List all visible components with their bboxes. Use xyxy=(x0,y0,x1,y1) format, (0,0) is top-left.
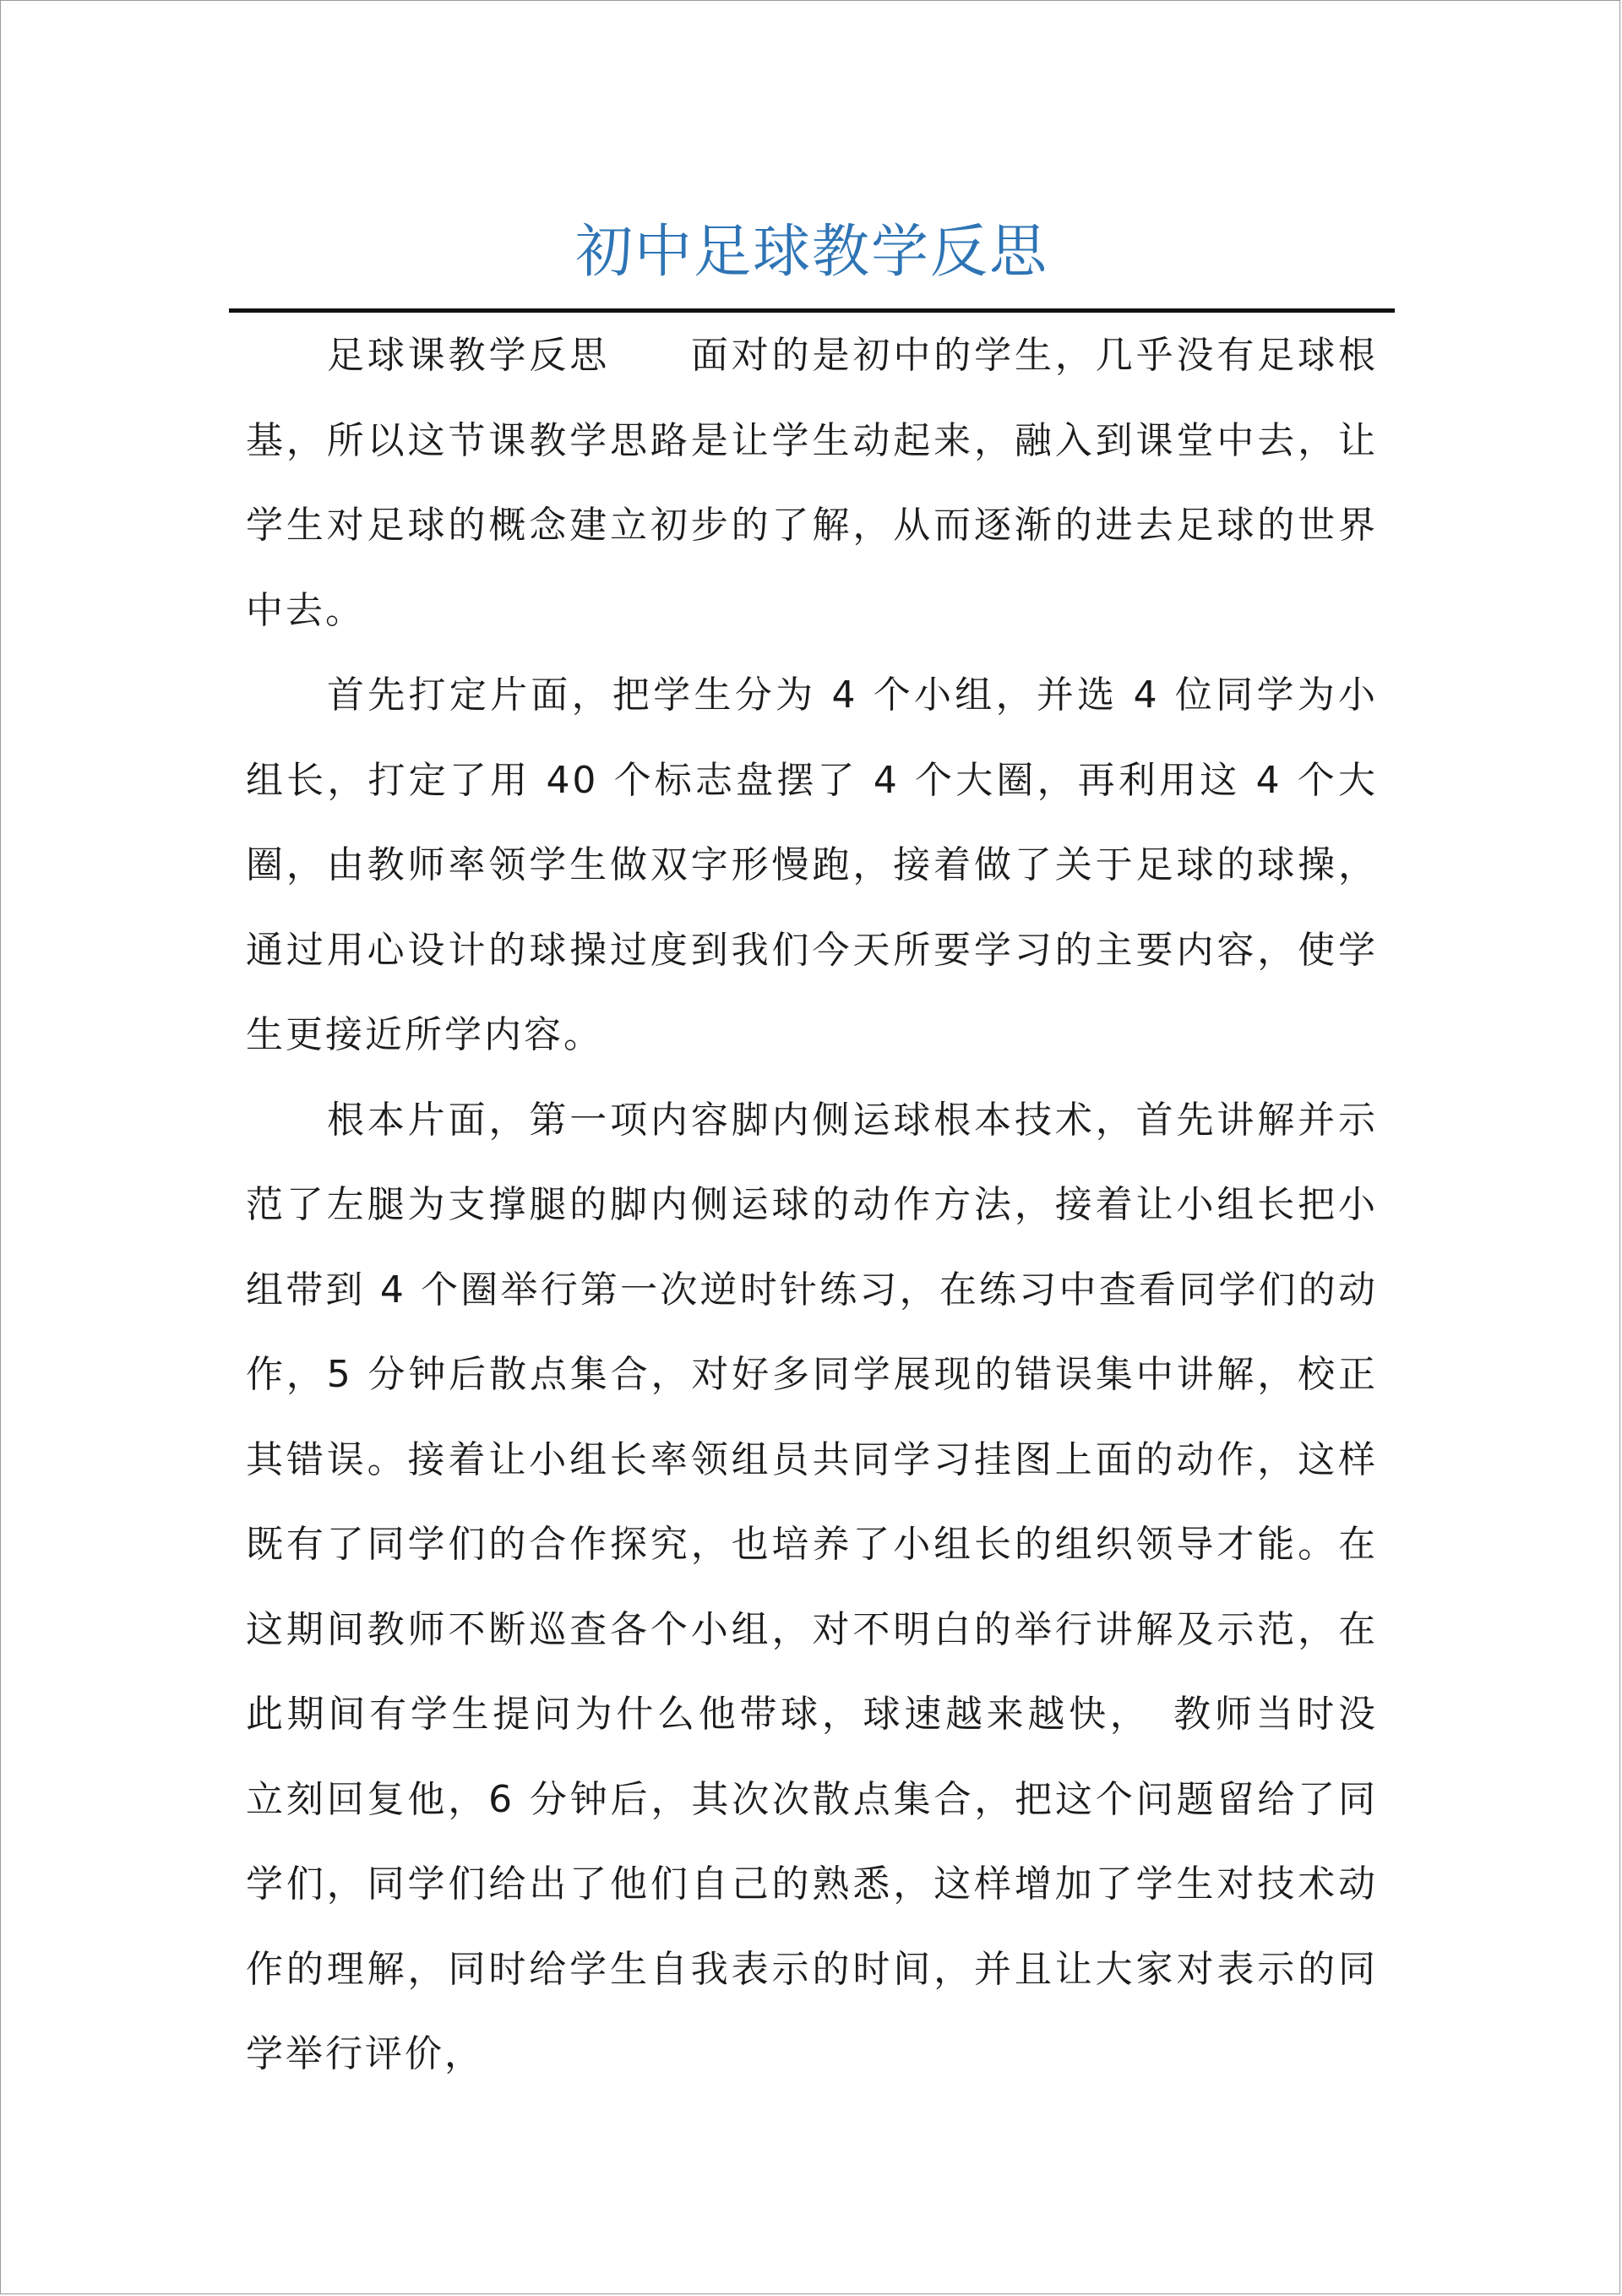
paragraph-main-part: 根本片面，第一项内容脚内侧运球根本技术，首先讲解并示范了左腿为支撑腿的脚内侧运球的动作方法，接着让小组长把小组带到 4 个圈举行第一次逆时针练习，在练习中查看同学们的动作，5 分钟后散点集合，对好多同学展现的错误集中讲解，校正其错误。接着让小组长率领组员共同学习挂图上面的动作，这样既有了同学们的合作探究，也培养了小组长的组织领导才能。在这期间教师不断巡查各个小组，对不明白的举行讲解及示范，在此期间有学生提问为什么他带球，球速越来越快， 教师当时没立刻回复他，6 分钟后，其次次散点集合，把这个问题留给了同学们，同学们给出了他们自己的熟悉，这样增加了学生对技术动作的理解，同时给学生自我表示的时间，并且让大家对表示的同学举行评价， xyxy=(246,1098,1378,2075)
paragraph-intro: 足球课教学反思 面对的是初中的学生，几乎没有足球根基，所以这节课教学思路是让学生动起来，融入到课堂中去，让学生对足球的概念建立初步的了解，从而逐渐的进去足球的世界中去。 xyxy=(246,334,1378,632)
document-body xyxy=(246,314,1378,2097)
paragraph-preparation: 首先打定片面，把学生分为 4 个小组，并选 4 位同学为小组长，打定了用 40 个标志盘摆了 4 个大圈，再利用这 4 个大圈，由教师率领学生做双字形慢跑，接着做了关于足球的球操，通过用心设计的球操过度到我们今天所要学习的主要内容，使学生更接近所学内容。 xyxy=(246,674,1378,1056)
title-underline xyxy=(229,308,1395,313)
document-title: 初中足球教学反思 xyxy=(574,219,1048,286)
